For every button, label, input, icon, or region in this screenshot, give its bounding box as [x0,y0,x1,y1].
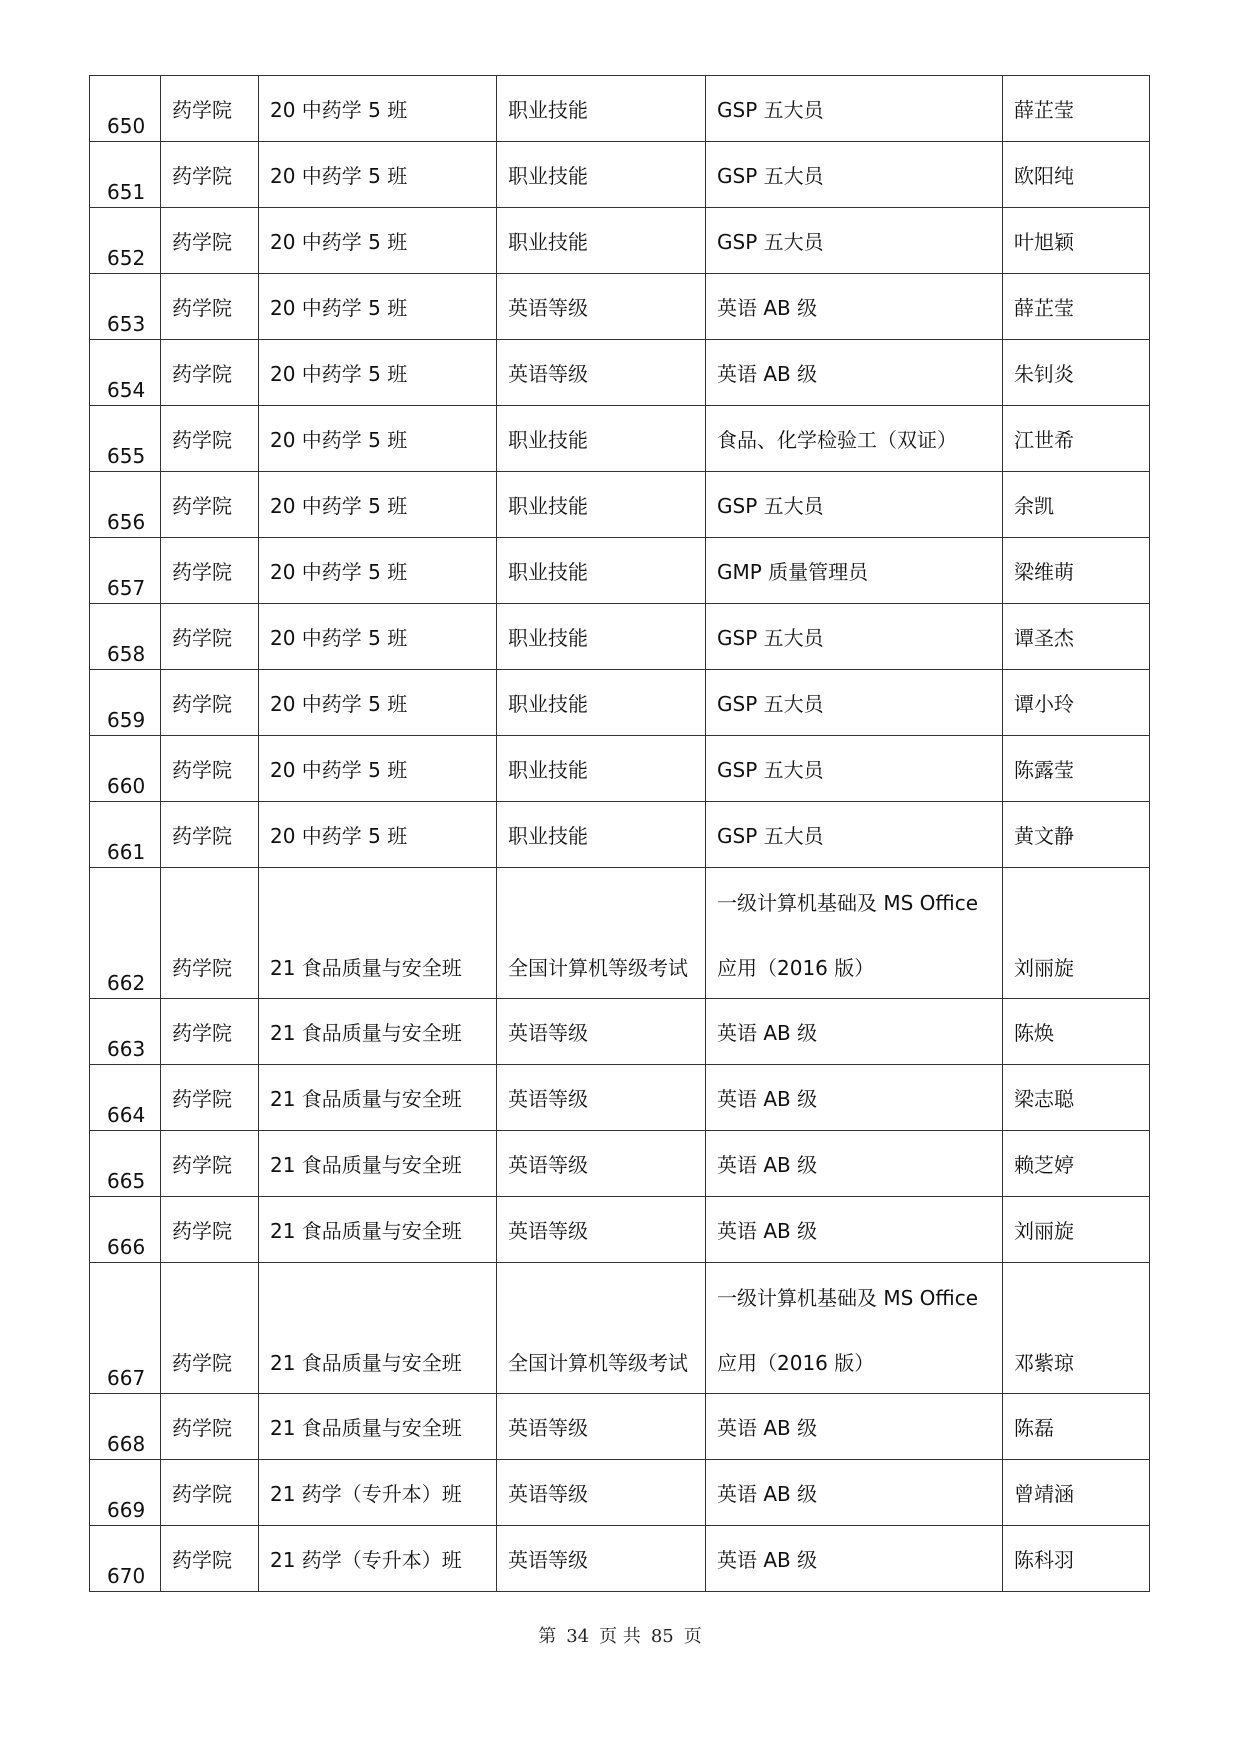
class-text: 20 中药学 5 班 [270,98,408,122]
certificate-text: 英语 AB 级 [717,362,818,386]
category-text: 英语等级 [508,296,588,320]
class-text: 20 中药学 5 班 [270,494,408,518]
college-text: 药学院 [172,758,232,782]
row-number-text: 654 [107,378,146,402]
certificate-cell [706,142,1003,208]
row-number-text: 670 [107,1564,146,1588]
student-name-text: 邓紫琼 [1014,1351,1074,1375]
certificate-cell [706,999,1003,1065]
row-number-text: 667 [107,1366,146,1390]
student-name-text: 陈科羽 [1014,1548,1074,1572]
table-row [90,274,1150,340]
class-text: 21 食品质量与安全班 [270,1087,462,1111]
class-text: 21 食品质量与安全班 [270,1416,462,1440]
college-text: 药学院 [172,494,232,518]
row-number-text: 658 [107,642,146,666]
category-cell [497,76,706,142]
student-name-cell [1003,736,1150,802]
college-cell [161,406,259,472]
class-text: 20 中药学 5 班 [270,758,408,782]
student-name-cell [1003,76,1150,142]
student-name-cell [1003,1394,1150,1460]
category-text: 英语等级 [508,1482,588,1506]
college-text: 药学院 [172,1087,232,1111]
college-text: 药学院 [172,1416,232,1440]
table-row [90,76,1150,142]
certificate-cell [706,340,1003,406]
row-number [90,604,161,670]
class-cell [259,604,497,670]
student-name-cell [1003,604,1150,670]
category-text: 职业技能 [508,692,588,716]
college-text: 药学院 [172,230,232,254]
row-number-text: 650 [107,114,146,138]
college-text: 药学院 [172,560,232,584]
row-number [90,868,161,999]
certificate-cell [706,670,1003,736]
certificate-text: 英语 AB 级 [717,1482,818,1506]
class-cell [259,340,497,406]
certificate-text: GSP 五大员 [717,692,824,716]
class-cell [259,802,497,868]
college-text: 药学院 [172,1351,232,1375]
category-cell [497,1263,706,1394]
row-number [90,670,161,736]
student-name-cell [1003,1197,1150,1263]
certificate-cell [706,76,1003,142]
class-text: 20 中药学 5 班 [270,296,408,320]
footer-prefix: 第 [538,1626,557,1647]
table-row [90,340,1150,406]
college-cell [161,274,259,340]
class-cell [259,868,497,999]
certificate-text: GSP 五大员 [717,758,824,782]
class-cell [259,76,497,142]
college-text: 药学院 [172,1021,232,1045]
student-name-cell [1003,538,1150,604]
category-text: 职业技能 [508,428,588,452]
student-name-text: 刘丽旋 [1014,1219,1074,1243]
table-row [90,868,1150,999]
category-text: 英语等级 [508,1087,588,1111]
student-name-cell [1003,274,1150,340]
college-cell [161,1394,259,1460]
category-cell [497,1131,706,1197]
row-number [90,1394,161,1460]
table-row [90,604,1150,670]
student-name-text: 陈露莹 [1014,758,1074,782]
certificate-cell [706,538,1003,604]
college-text: 药学院 [172,824,232,848]
row-number [90,142,161,208]
footer-current-page: 34 [566,1626,590,1647]
certificate-cell [706,1460,1003,1526]
student-name-text: 朱钊炎 [1014,362,1074,386]
row-number-text: 665 [107,1169,146,1193]
student-name-text: 叶旭颖 [1014,230,1074,254]
student-name-cell [1003,406,1150,472]
college-cell [161,1263,259,1394]
category-cell [497,142,706,208]
row-number [90,1197,161,1263]
college-cell [161,670,259,736]
certificate-text: GSP 五大员 [717,164,824,188]
class-cell [259,736,497,802]
college-text: 药学院 [172,1153,232,1177]
class-text: 20 中药学 5 班 [270,362,408,386]
college-cell [161,76,259,142]
college-text: 药学院 [172,626,232,650]
footer-suffix: 页 [683,1626,702,1647]
college-text: 药学院 [172,362,232,386]
table-row [90,736,1150,802]
college-text: 药学院 [172,164,232,188]
class-cell [259,1197,497,1263]
category-text: 职业技能 [508,758,588,782]
category-text: 英语等级 [508,1548,588,1572]
college-cell [161,472,259,538]
certificate-cell [706,1197,1003,1263]
row-number [90,406,161,472]
student-name-text: 梁志聪 [1014,1087,1074,1111]
student-name-text: 欧阳纯 [1014,164,1074,188]
certificate-text: GSP 五大员 [717,626,824,650]
row-number [90,538,161,604]
student-name-cell [1003,868,1150,999]
certificate-cell [706,274,1003,340]
certificate-cell [706,604,1003,670]
row-number-text: 656 [107,510,146,534]
row-number-text: 657 [107,576,146,600]
row-number-text: 651 [107,180,146,204]
table-row [90,1065,1150,1131]
category-cell [497,208,706,274]
class-cell [259,999,497,1065]
student-name-text: 陈磊 [1014,1416,1054,1440]
class-cell [259,472,497,538]
college-text: 药学院 [172,428,232,452]
category-cell [497,538,706,604]
category-text: 职业技能 [508,164,588,188]
certificate-text: GMP 质量管理员 [717,560,869,584]
category-cell [497,1526,706,1592]
table-row [90,999,1150,1065]
student-name-text: 刘丽旋 [1014,956,1074,980]
college-cell [161,1460,259,1526]
category-cell [497,802,706,868]
certificate-text: GSP 五大员 [717,824,824,848]
college-text: 药学院 [172,692,232,716]
table-row [90,802,1150,868]
certificate-text: 食品、化学检验工（双证） [717,428,957,452]
certificate-cell [706,1263,1003,1394]
class-cell [259,406,497,472]
student-name-cell [1003,142,1150,208]
certificate-cell [706,802,1003,868]
student-name-cell [1003,1263,1150,1394]
class-cell [259,1526,497,1592]
row-number [90,736,161,802]
category-text: 职业技能 [508,824,588,848]
table-row [90,208,1150,274]
college-cell [161,340,259,406]
category-cell [497,604,706,670]
class-text: 20 中药学 5 班 [270,626,408,650]
college-cell [161,538,259,604]
category-cell [497,1065,706,1131]
student-name-text: 谭小玲 [1014,692,1074,716]
table-row [90,670,1150,736]
college-text: 药学院 [172,956,232,980]
student-name-text: 赖芝婷 [1014,1153,1074,1177]
category-cell [497,999,706,1065]
student-name-text: 梁维萌 [1014,560,1074,584]
college-cell [161,802,259,868]
college-cell [161,999,259,1065]
college-cell [161,868,259,999]
category-text: 职业技能 [508,98,588,122]
table-row [90,406,1150,472]
certificate-text: GSP 五大员 [717,98,824,122]
college-text: 药学院 [172,1548,232,1572]
row-number-text: 652 [107,246,146,270]
class-cell [259,670,497,736]
row-number [90,340,161,406]
row-number [90,1526,161,1592]
table-row [90,538,1150,604]
row-number-text: 659 [107,708,146,732]
class-cell [259,1263,497,1394]
student-name-cell [1003,802,1150,868]
student-name-cell [1003,340,1150,406]
row-number [90,472,161,538]
college-cell [161,1526,259,1592]
class-text: 20 中药学 5 班 [270,164,408,188]
student-name-cell [1003,999,1150,1065]
certificate-text: 英语 AB 级 [717,296,818,320]
class-cell [259,142,497,208]
student-name-cell [1003,472,1150,538]
category-cell [497,868,706,999]
row-number-text: 662 [107,971,146,995]
category-cell [497,472,706,538]
footer-total-pages: 85 [650,1626,674,1647]
student-name-cell [1003,1065,1150,1131]
college-cell [161,1197,259,1263]
table-row [90,1394,1150,1460]
row-number [90,208,161,274]
certificate-line: 一级计算机基础及 MS Office [717,891,979,915]
college-cell [161,208,259,274]
row-number-text: 663 [107,1037,146,1061]
row-number-text: 655 [107,444,146,468]
college-cell [161,604,259,670]
category-cell [497,670,706,736]
category-cell [497,1197,706,1263]
class-cell [259,1460,497,1526]
row-number-text: 660 [107,774,146,798]
class-text: 21 食品质量与安全班 [270,1351,462,1375]
page-footer [0,1622,1240,1648]
row-number-text: 664 [107,1103,146,1127]
category-cell [497,340,706,406]
category-text: 全国计算机等级考试 [508,1351,688,1375]
class-text: 21 食品质量与安全班 [270,956,462,980]
college-text: 药学院 [172,98,232,122]
row-number [90,1460,161,1526]
category-cell [497,736,706,802]
row-number [90,999,161,1065]
certificate-text: 英语 AB 级 [717,1021,818,1045]
table-row [90,472,1150,538]
row-number-text: 669 [107,1498,146,1522]
college-cell [161,736,259,802]
category-text: 英语等级 [508,1153,588,1177]
footer-middle: 页 共 [599,1626,641,1647]
table-row [90,1131,1150,1197]
class-text: 21 食品质量与安全班 [270,1153,462,1177]
student-name-cell [1003,1460,1150,1526]
certificate-line: 应用（2016 版） [717,1351,875,1375]
category-cell [497,1460,706,1526]
roster-body [90,76,1150,1592]
category-cell [497,1394,706,1460]
class-text: 20 中药学 5 班 [270,824,408,848]
student-name-cell [1003,1526,1150,1592]
college-text: 药学院 [172,296,232,320]
class-text: 21 食品质量与安全班 [270,1021,462,1045]
category-text: 职业技能 [508,494,588,518]
class-text: 20 中药学 5 班 [270,230,408,254]
college-text: 药学院 [172,1482,232,1506]
row-number [90,1065,161,1131]
certificate-cell [706,868,1003,999]
student-name-text: 黄文静 [1014,824,1074,848]
certificate-cell [706,1065,1003,1131]
student-name-text: 余凯 [1014,494,1054,518]
student-name-cell [1003,670,1150,736]
student-name-cell [1003,208,1150,274]
row-number-text: 661 [107,840,146,864]
certificate-cell [706,1394,1003,1460]
table-row [90,142,1150,208]
certificate-cell [706,736,1003,802]
certificate-cell [706,208,1003,274]
college-cell [161,142,259,208]
row-number [90,274,161,340]
category-text: 职业技能 [508,560,588,584]
category-cell [497,406,706,472]
student-name-text: 薛芷莹 [1014,296,1074,320]
certificate-text: GSP 五大员 [717,230,824,254]
certificate-text: 英语 AB 级 [717,1548,818,1572]
category-text: 英语等级 [508,1416,588,1440]
college-text: 药学院 [172,1219,232,1243]
category-cell [497,274,706,340]
class-cell [259,538,497,604]
class-text: 21 食品质量与安全班 [270,1219,462,1243]
class-text: 20 中药学 5 班 [270,560,408,584]
student-name-text: 薛芷莹 [1014,98,1074,122]
class-cell [259,1065,497,1131]
class-cell [259,274,497,340]
student-name-text: 江世希 [1014,428,1074,452]
student-name-text: 谭圣杰 [1014,626,1074,650]
certificate-text: 英语 AB 级 [717,1416,818,1440]
certificate-line: 一级计算机基础及 MS Office [717,1286,979,1310]
certificate-cell [706,472,1003,538]
class-text: 20 中药学 5 班 [270,428,408,452]
certificate-text: GSP 五大员 [717,494,824,518]
category-text: 职业技能 [508,626,588,650]
category-text: 英语等级 [508,1219,588,1243]
class-text: 21 药学（专升本）班 [270,1548,462,1572]
category-text: 全国计算机等级考试 [508,956,688,980]
student-name-cell [1003,1131,1150,1197]
row-number [90,1131,161,1197]
table-row [90,1197,1150,1263]
table-row [90,1263,1150,1394]
row-number [90,76,161,142]
row-number-text: 668 [107,1432,146,1456]
student-name-text: 曾靖涵 [1014,1482,1074,1506]
category-text: 英语等级 [508,362,588,386]
row-number-text: 653 [107,312,146,336]
college-cell [161,1131,259,1197]
class-text: 21 药学（专升本）班 [270,1482,462,1506]
category-text: 英语等级 [508,1021,588,1045]
category-text: 职业技能 [508,230,588,254]
certificate-cell [706,1526,1003,1592]
row-number [90,1263,161,1394]
student-name-text: 陈焕 [1014,1021,1054,1045]
certificate-text: 英语 AB 级 [717,1219,818,1243]
class-cell [259,1131,497,1197]
roster-table [89,75,1150,1592]
class-cell [259,208,497,274]
class-cell [259,1394,497,1460]
table-row [90,1526,1150,1592]
row-number [90,802,161,868]
certificate-text: 英语 AB 级 [717,1153,818,1177]
college-cell [161,1065,259,1131]
certificate-cell [706,1131,1003,1197]
certificate-cell [706,406,1003,472]
certificate-line: 应用（2016 版） [717,956,875,980]
certificate-roster [89,75,1149,1592]
table-row [90,1460,1150,1526]
certificate-text: 英语 AB 级 [717,1087,818,1111]
class-text: 20 中药学 5 班 [270,692,408,716]
row-number-text: 666 [107,1235,146,1259]
